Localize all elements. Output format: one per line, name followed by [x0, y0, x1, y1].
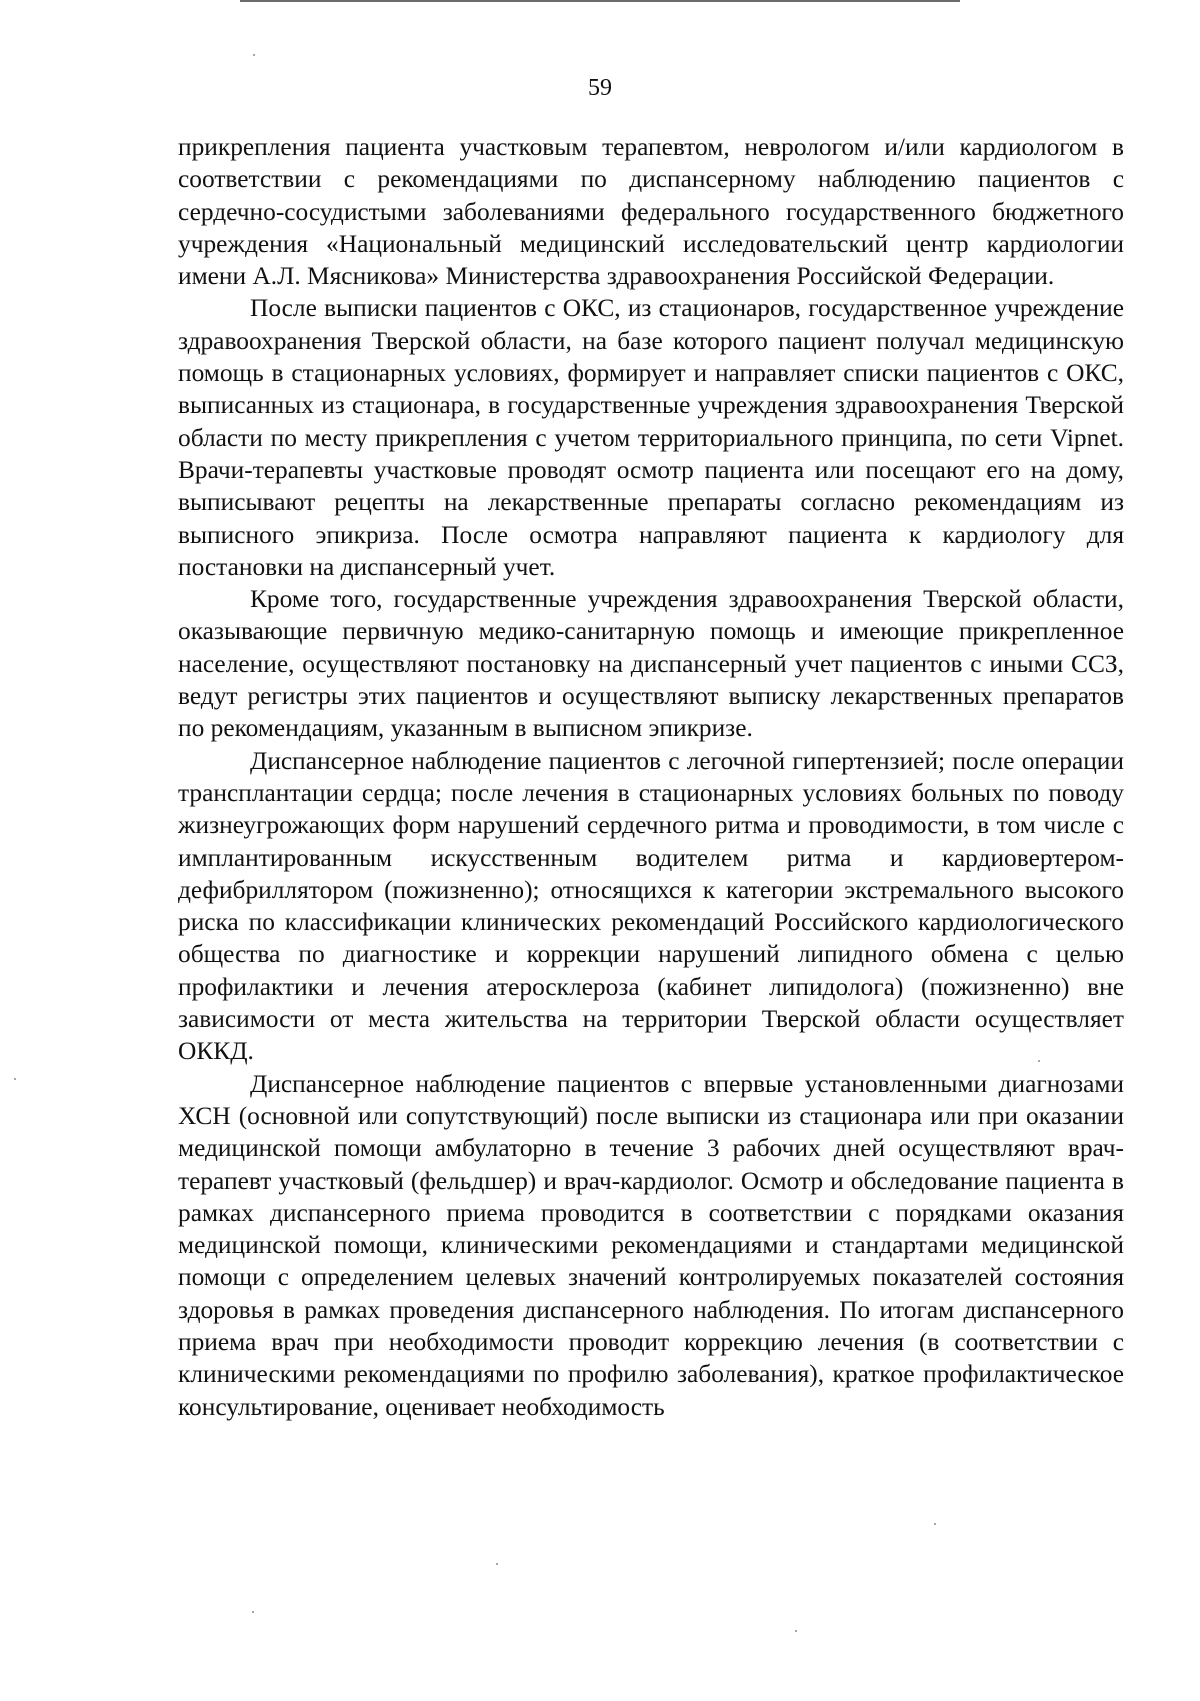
- scan-speck: [496, 1563, 498, 1565]
- scan-speck: [795, 1630, 797, 1632]
- scan-speck: [1038, 1060, 1040, 1062]
- paragraph-continuation: прикрепления пациента участковым терапевтом, неврологом и/или кардиологом в соответствии с рекомендациями по диспансерному наблюдению пациентов с сердечно-сосудистыми заболеваниями федерального государственного бюджетного учреждения «Национальный медицинский исследовательский центр кардиологии имени А.Л. Мясникова» Министерства здравоохранения Российской Федерации.: [178, 133, 1124, 291]
- paragraph-okkd-observation: Диспансерное наблюдение пациентов с легочной гипертензией; после операции трансплантации сердца; после лечения в стационарных условиях больных по поводу жизнеугрожающих форм нарушений сердечного ритма и проводимости, в том числе с имплантированным искусственным водителем ритма и кардиовертером-дефибриллятором (пожизненно); относящихся к категории экстремального высокого риска по классификации клинических рекомендаций Российского кардиологического общества по диагностике и коррекции нарушений липидного обмена с целью профилактики и лечения атеросклероза (кабинет липидолога) (пожизненно) вне зависимости от места жительства на территории Тверской области осуществляет ОККД.: [178, 746, 1124, 1066]
- page-number: 59: [588, 75, 612, 101]
- document-body: [178, 131, 1124, 1423]
- paragraph-oks-discharge: После выписки пациентов с ОКС, из стационаров, государственное учреждение здравоохранения Тверской области, на базе которого пациент получал медицинскую помощь в стационарных условиях, формирует и направляет списки пациентов с ОКС, выписанных из стационара, в государственные учреждения здравоохранения Тверской области по месту прикрепления с учетом территориального принципа, по сети Vipnet. Врачи-терапевты участковые проводят осмотр пациента или посещают его на дому, выписывают рецепты на лекарственные препараты согласно рекомендациям из выписного эпикриза. После осмотра направляют пациента к кардиологу для постановки на диспансерный учет.: [178, 294, 1124, 581]
- scan-speck: [253, 54, 255, 56]
- scan-speck: [934, 1523, 936, 1525]
- scan-top-edge: [240, 0, 960, 2]
- scan-speck: [14, 1078, 16, 1080]
- paragraph-hsn-observation: Диспансерное наблюдение пациентов с впервые установленными диагнозами ХСН (основной или сопутствующий) после выписки из стационара или при оказании медицинской помощи амбулаторно в течение 3 рабочих дней осуществляют врач-терапевт участковый (фельдшер) и врач-кардиолог. Осмотр и обследование пациента в рамках диспансерного приема проводится в соответствии с порядками оказания медицинской помощи, клиническими рекомендациями и стандартами медицинской помощи с определением целевых значений контролируемых показателей состояния здоровья в рамках проведения диспансерного наблюдения. По итогам диспансерного приема врач при необходимости проводит коррекцию лечения (в соответствии с клиническими рекомендациями по профилю заболевания), краткое профилактическое консультирование, оценивает необходимость: [178, 1069, 1124, 1421]
- paragraph-other-ssz: Кроме того, государственные учреждения здравоохранения Тверской области, оказывающие первичную медико-санитарную помощь и имеющие прикрепленное население, осуществляют постановку на диспансерный учет пациентов с иными ССЗ, ведут регистры этих пациентов и осуществляют выписку лекарственных препаратов по рекомендациям, указанным в выписном эпикризе.: [178, 585, 1124, 743]
- scan-speck: [252, 1611, 254, 1613]
